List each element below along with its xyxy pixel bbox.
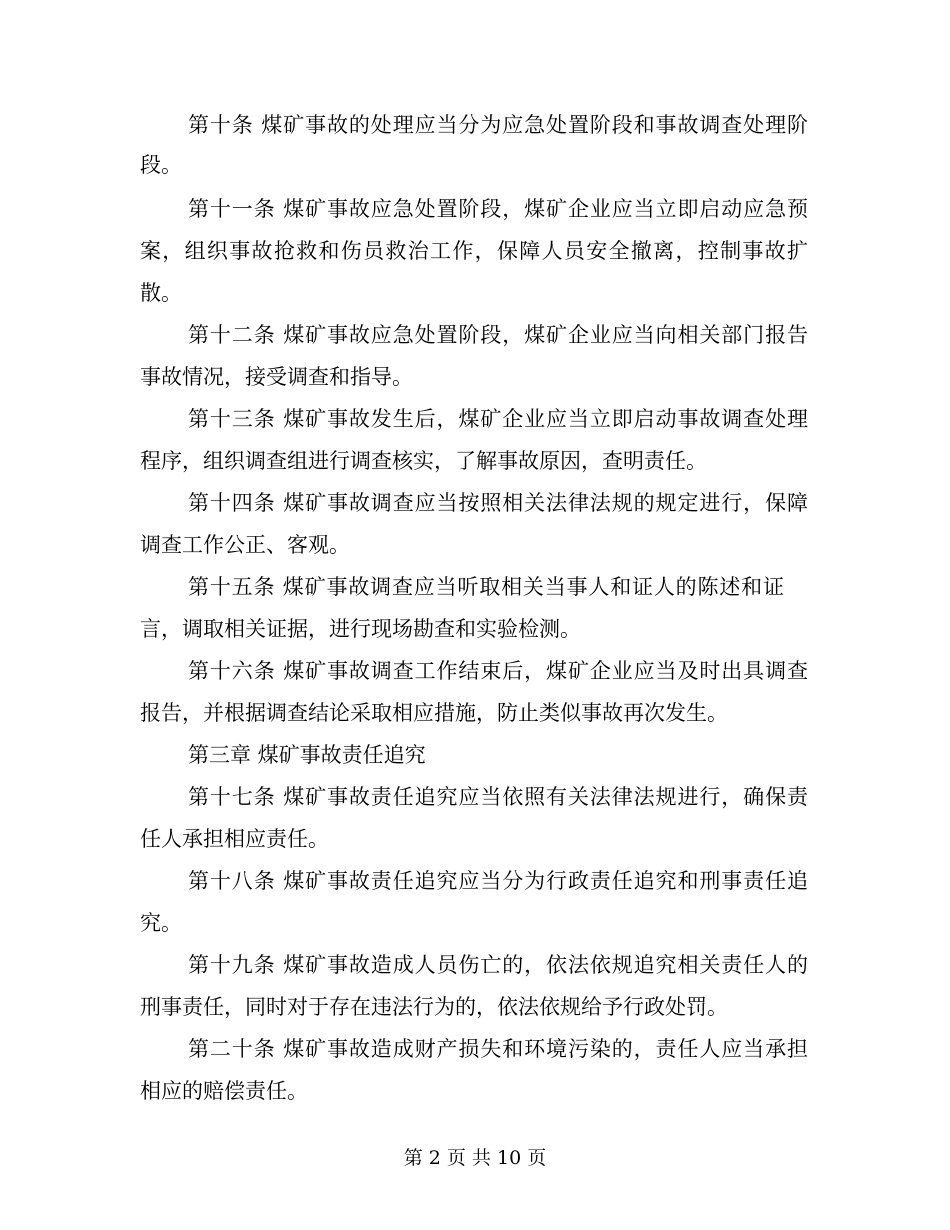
- article-20-line-1: 第二十条 煤矿事故造成财产损失和环境污染的，责任人应当承担: [188, 1037, 808, 1061]
- article-10-line-1: 第十条 煤矿事故的处理应当分为应急处置阶段和事故调查处理阶: [188, 113, 808, 137]
- chapter-3-heading: 第三章 煤矿事故责任追究: [188, 743, 426, 767]
- article-19-line-2: 刑事责任，同时对于存在违法行为的，依法依规给予行政处罚。: [140, 995, 728, 1019]
- article-18-line-1: 第十八条 煤矿事故责任追究应当分为行政责任追究和刑事责任追: [188, 869, 808, 893]
- article-16-line-1: 第十六条 煤矿事故调查工作结束后，煤矿企业应当及时出具调查: [188, 659, 808, 683]
- article-15-line-1: 第十五条 煤矿事故调查应当听取相关当事人和证人的陈述和证: [188, 575, 784, 599]
- article-11-line-3: 散。: [140, 281, 182, 305]
- article-14-line-1: 第十四条 煤矿事故调查应当按照相关法律法规的规定进行，保障: [188, 491, 808, 515]
- article-15-line-2: 言，调取相关证据，进行现场勘查和实验检测。: [140, 617, 581, 641]
- article-11-line-2: 案，组织事故抢救和伤员救治工作，保障人员安全撤离，控制事故扩: [140, 239, 808, 263]
- page-number-footer: 第 2 页 共 10 页: [403, 1147, 547, 1169]
- article-17-line-1: 第十七条 煤矿事故责任追究应当依照有关法律法规进行，确保责: [188, 785, 808, 809]
- article-12-line-2: 事故情况，接受调查和指导。: [140, 365, 413, 389]
- article-14-line-2: 调查工作公正、客观。: [140, 533, 350, 557]
- article-20-line-2: 相应的赔偿责任。: [140, 1079, 308, 1103]
- article-13-line-1: 第十三条 煤矿事故发生后，煤矿企业应当立即启动事故调查处理: [188, 407, 808, 431]
- article-18-line-2: 究。: [140, 911, 182, 935]
- article-12-line-1: 第十二条 煤矿事故应急处置阶段，煤矿企业应当向相关部门报告: [188, 323, 808, 347]
- article-16-line-2: 报告，并根据调查结论采取相应措施，防止类似事故再次发生。: [140, 701, 728, 725]
- article-17-line-2: 任人承担相应责任。: [140, 827, 329, 851]
- article-19-line-1: 第十九条 煤矿事故造成人员伤亡的，依法依规追究相关责任人的: [188, 953, 808, 977]
- article-11-line-1: 第十一条 煤矿事故应急处置阶段，煤矿企业应当立即启动应急预: [188, 197, 808, 221]
- article-10-line-2: 段。: [140, 153, 182, 177]
- article-13-line-2: 程序，组织调查组进行调查核实，了解事故原因，查明责任。: [140, 449, 707, 473]
